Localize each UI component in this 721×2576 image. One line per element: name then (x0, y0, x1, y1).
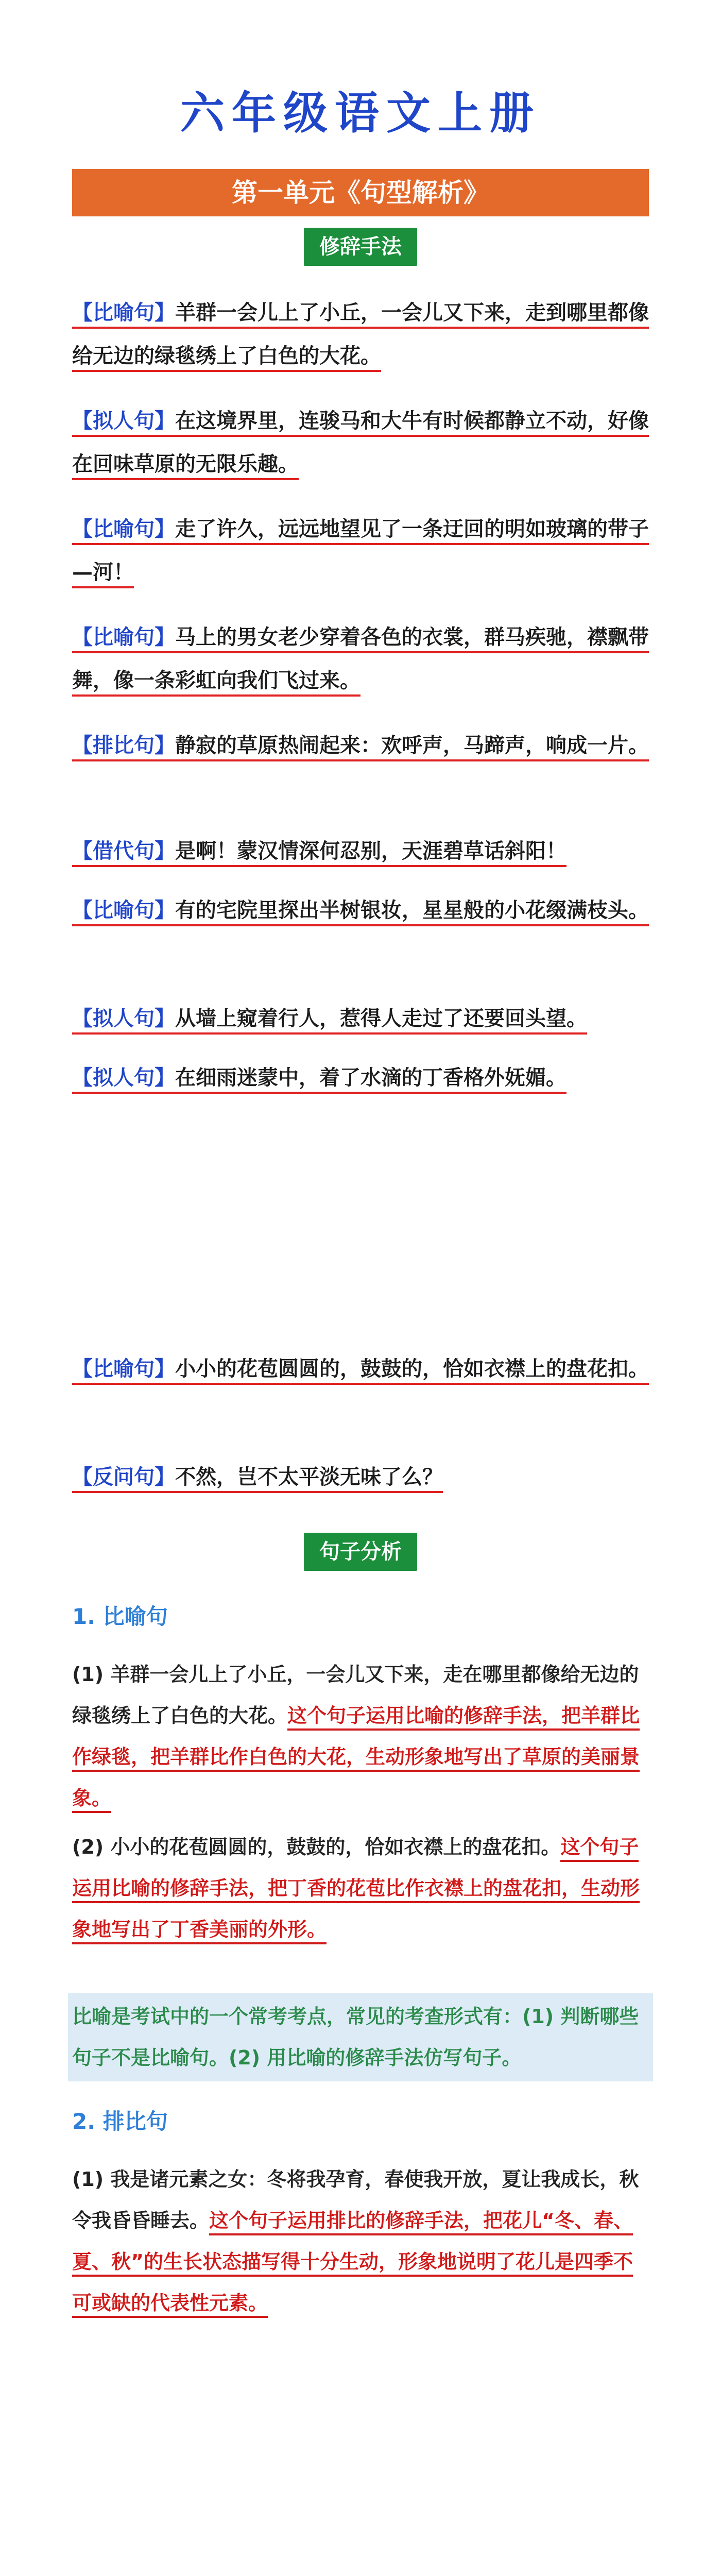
tip-note: 比喻是考试中的一个常考考点，常见的考查形式有：(1) 判断哪些句子不是比喻句。(2) 用比喻的修辞手法仿写句子。 (68, 1993, 653, 2081)
sentence-type-tag: 【比喻句】 (72, 899, 175, 922)
sentence-type-tag: 【拟人句】 (72, 1007, 175, 1030)
sentence-type-tag: 【比喻句】 (72, 1357, 175, 1381)
analysis-text: 这个句子运用排比的修辞手法，把花儿“冬、春、夏、秋”的生长状态描写得十分生动，形象地说明了花儿是四季不可或缺的代表性元素。 (72, 2209, 633, 2318)
sentence-text: 马上的男女老少穿着各色的衣裳，群马疾驰，襟飘带舞，像一条彩虹向我们飞过来。 (72, 625, 649, 692)
list-item (72, 291, 649, 378)
analysis-paragraph (72, 1654, 649, 1819)
sentence-text: 不然，岂不太平淡无味了么？ (175, 1465, 443, 1489)
sentence-text: 在细雨迷蒙中，着了水滴的丁香格外妩媚。 (175, 1066, 566, 1090)
analysis-text: 这个句子运用比喻的修辞手法，把丁香的花苞比作衣襟上的盘花扣，生动形象地写出了丁香美丽的外形。 (72, 1836, 640, 1944)
sentence-type-tag: 【反问句】 (72, 1465, 175, 1489)
unit-title-banner: 第一单元《句型解析》 (72, 169, 649, 216)
sentence-type-tag: 【比喻句】 (72, 517, 175, 541)
example-sentence: (1) 羊群一会儿上了小丘，一会儿又下来，走在哪里都像给无边的绿毯绣上了白色的大花。 (72, 1663, 639, 1727)
sentence-type-tag: 【拟人句】 (72, 1066, 175, 1090)
list-item (72, 399, 649, 486)
sentence-text: 走了许久，远远地望见了一条迂回的明如玻璃的带子—河！ (72, 517, 649, 584)
list-item (72, 1347, 649, 1391)
list-item (72, 829, 649, 873)
page-title: 六年级语文上册 (180, 87, 541, 139)
sentence-type-tag: 【比喻句】 (72, 625, 175, 649)
sentence-type-tag: 【比喻句】 (72, 301, 175, 325)
section-label-analysis: 句子分析 (304, 1533, 417, 1571)
list-item (72, 1455, 649, 1499)
sentence-type-tag: 【排比句】 (72, 734, 175, 757)
analysis-paragraph (72, 1826, 649, 1950)
sentence-text: 小小的花苞圆圆的，鼓鼓的，恰如衣襟上的盘花扣。 (175, 1357, 649, 1381)
sentence-type-tag: 【拟人句】 (72, 409, 175, 433)
sentence-text: 是啊！蒙汉情深何忍别，天涯碧草话斜阳！ (175, 839, 566, 863)
sentence-type-tag: 【借代句】 (72, 839, 175, 863)
analysis-paragraph (72, 2159, 649, 2324)
section-label-rhetoric: 修辞手法 (304, 228, 417, 266)
list-item (72, 616, 649, 702)
subsection-heading: 2. 排比句 (72, 2109, 168, 2134)
subsection-heading: 1. 比喻句 (72, 1604, 168, 1629)
list-item (72, 507, 649, 594)
sentence-text: 有的宅院里探出半树银妆，星星般的小花缀满枝头。 (175, 899, 649, 922)
sentence-text: 静寂的草原热闹起来：欢呼声，马蹄声，响成一片。 (175, 734, 649, 757)
list-item (72, 997, 649, 1040)
sentence-text: 从墙上窥着行人，惹得人走过了还要回头望。 (175, 1007, 587, 1030)
list-item (72, 724, 649, 767)
sentence-text: 羊群一会儿上了小丘，一会儿又下来，走到哪里都像给无边的绿毯绣上了白色的大花。 (72, 301, 649, 368)
example-sentence: (1) 我是诸元素之女：冬将我孕育，春使我开放，夏让我成长，秋令我昏昏睡去。 (72, 2168, 639, 2232)
list-item (72, 889, 649, 932)
analysis-text: 这个句子运用比喻的修辞手法，把羊群比作绿毯，把羊群比作白色的大花，生动形象地写出了草原的美丽景象。 (72, 1704, 640, 1813)
sentence-text: 在这境界里，连骏马和大牛有时候都静立不动，好像在回味草原的无限乐趣。 (72, 409, 649, 476)
example-sentence: (2) 小小的花苞圆圆的，鼓鼓的，恰如衣襟上的盘花扣。 (72, 1836, 561, 1858)
list-item (72, 1056, 649, 1099)
